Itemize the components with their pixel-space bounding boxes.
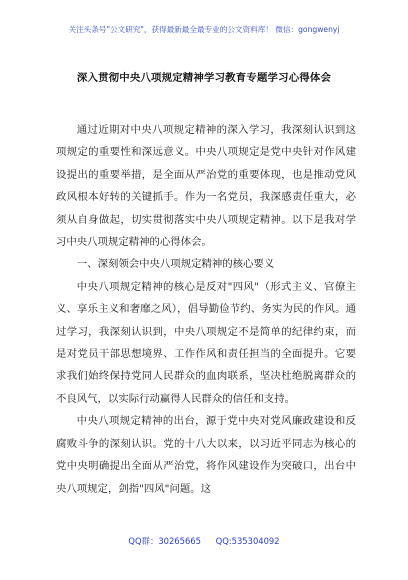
document-title: 深入贯彻中央八项规定精神学习教育专题学习心得体会	[76, 72, 332, 84]
paragraph-core-meaning: 中央八项规定精神的核心是反对"四风"（形式主义、官僚主义、享乐主义和奢靡之风），倡导勤俭节约、务实为民的作风。通过学习，我深刻认识到，中央八项规定不是简单的纪律约束，而是对党员干部思想境界、工作作风和责任担当的全面提升。它要求我们始终保持党同人民群众的血肉联系，坚决杜绝脱离群众的不良风气，以实际行动赢得人民群众的信任和支持。	[56, 280, 356, 405]
qq-group-number: QQ群：30265665	[128, 536, 201, 546]
paragraph-origin: 中央八项规定精神的出台，源于党中央对党风廉政建设和反腐败斗争的深刻认识。党的十八大以来，以习近平同志为核心的党中央明确提出全面从严治党，将作风建设作为突破口，出台中央八项规定，剑指"四风"问题。这	[56, 415, 356, 495]
qq-number: QQ:535304092	[215, 536, 280, 546]
paragraph-intro: 通过近期对中央八项规定精神的深入学习，我深刻认识到这项规定的重要性和深远意义。中央八项规定是党中央针对作风建设提出的重要举措，是全面从严治党的重要体现，也是推动党风政风根本好转的关键抓手。作为一名党员，我深感责任重大，必须从自身做起，切实贯彻落实中央八项规定精神。以下是我对学习中央八项规定精神的心得体会。	[56, 124, 356, 249]
header-note: 关注头条号"公文研究"，获得最新最全最专业的公文资料库！ 微信：gongwenyj	[68, 25, 340, 34]
document-body	[56, 119, 356, 500]
footer-contact	[0, 535, 408, 547]
section-heading-1: 一、深刻领会中央八项规定精神的核心要义	[76, 258, 275, 271]
